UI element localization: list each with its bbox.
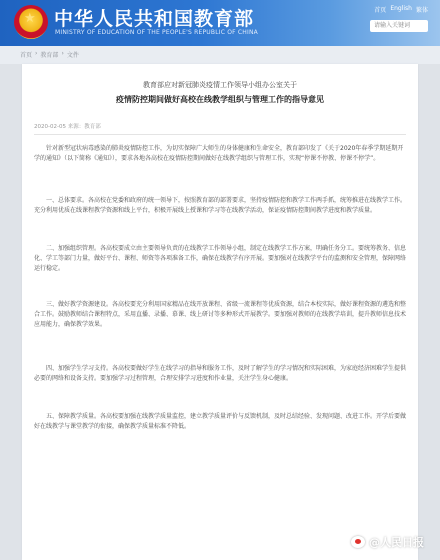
- article-paragraph: 二、加强组织管理。各高校要成立由主要领导负责的在线教学工作领导小组，制定在线教学工作方案，明确任务分工。要统筹教务、信息化、学工等部门力量，做好平台、课程、师资等各项准备工作，确保在线教学有序开展。要加强对在线教学平台的监测和安全管理，保障网络运行稳定。: [34, 245, 407, 272]
- article-paragraph: 一、总体要求。各高校在党委和政府的统一领导下，按照教育部的部署要求，坚持疫情防控和教学工作两手抓，统筹推进在线教学工作。充分利用优质在线课程教学资源和线上平台，积极开展线上授课和学习等在线教学活动，保证疫情防控期间教学进度和教学质量。: [34, 197, 407, 214]
- watermark: [351, 534, 424, 550]
- article-paragraph: 针对新型冠状病毒感染的肺炎疫情防控工作，为切实保障广大师生的身体健康和生命安全，教育部印发了《关于2020年春季学期延期开学的通知》（以下简称《通知》），要求各地各高校在疫情防控期间做好在线教学组织与管理工作，实现“停课不停教、停课不停学”。: [34, 145, 404, 162]
- breadcrumb-item-ministry[interactable]: 教育部: [40, 52, 59, 59]
- search-input[interactable]: 请输入关键词: [370, 20, 428, 32]
- site-subtitle: MINISTRY OF EDUCATION OF THE PEOPLE'S REPUBLIC OF CHINA: [55, 29, 258, 36]
- article-paragraph: 三、做好教学资源建设。各高校要充分利用国家精品在线开放课程、省级一流课程等优质资源，结合本校实际，做好课程资源的遴选和整合工作。鼓励教师结合课程特点，采用直播、录播、慕课、线上研讨等多种形式开展教学。要加强对教师的在线教学培训，提升教师信息技术应用能力，确保教学效果。: [34, 301, 407, 328]
- article-paragraph: 四、加强学生学习支持。各高校要做好学生在线学习的指导和服务工作，及时了解学生的学习情况和实际困难，为家庭经济困难学生提供必要的网络和设备支持。要加强学习过程管理，合理安排学习进度和作业量，关注学生身心健康。: [34, 365, 407, 382]
- header-link-english[interactable]: English: [390, 5, 412, 12]
- divider: [34, 134, 406, 135]
- article-title: 疫情防控期间做好高校在线教学组织与管理工作的指导意见: [116, 95, 324, 104]
- article-panel: [22, 64, 418, 560]
- weibo-icon: [351, 536, 365, 548]
- breadcrumb-separator: ›: [35, 50, 38, 57]
- article-paragraph: 五、保障教学质量。各高校要加强在线教学质量监控，建立教学质量评价与反馈机制，及时总结经验、发现问题、改进工作。开学后要做好在线教学与课堂教学的衔接，确保教学质量标准不降低。: [34, 413, 407, 430]
- breadcrumb-separator: ›: [61, 50, 64, 57]
- site-header: [0, 0, 440, 46]
- article-meta: 2020-02-05 来源：教育部: [34, 124, 101, 130]
- header-link-home[interactable]: 首页: [374, 7, 387, 14]
- star-icon: ★: [24, 11, 36, 26]
- breadcrumb-item-files[interactable]: 文件: [66, 52, 79, 59]
- breadcrumb-item-home[interactable]: 首页: [20, 52, 33, 59]
- watermark-text: @人民日报: [369, 536, 424, 549]
- header-links: [374, 5, 428, 14]
- site-title: 中华人民共和国教育部: [54, 8, 255, 30]
- national-emblem-icon: [14, 5, 48, 39]
- breadcrumb: [20, 50, 79, 59]
- header-link-traditional[interactable]: 繁体: [415, 7, 428, 14]
- article-sup-title: 教育部应对新冠肺炎疫情工作领导小组办公室关于: [143, 81, 297, 89]
